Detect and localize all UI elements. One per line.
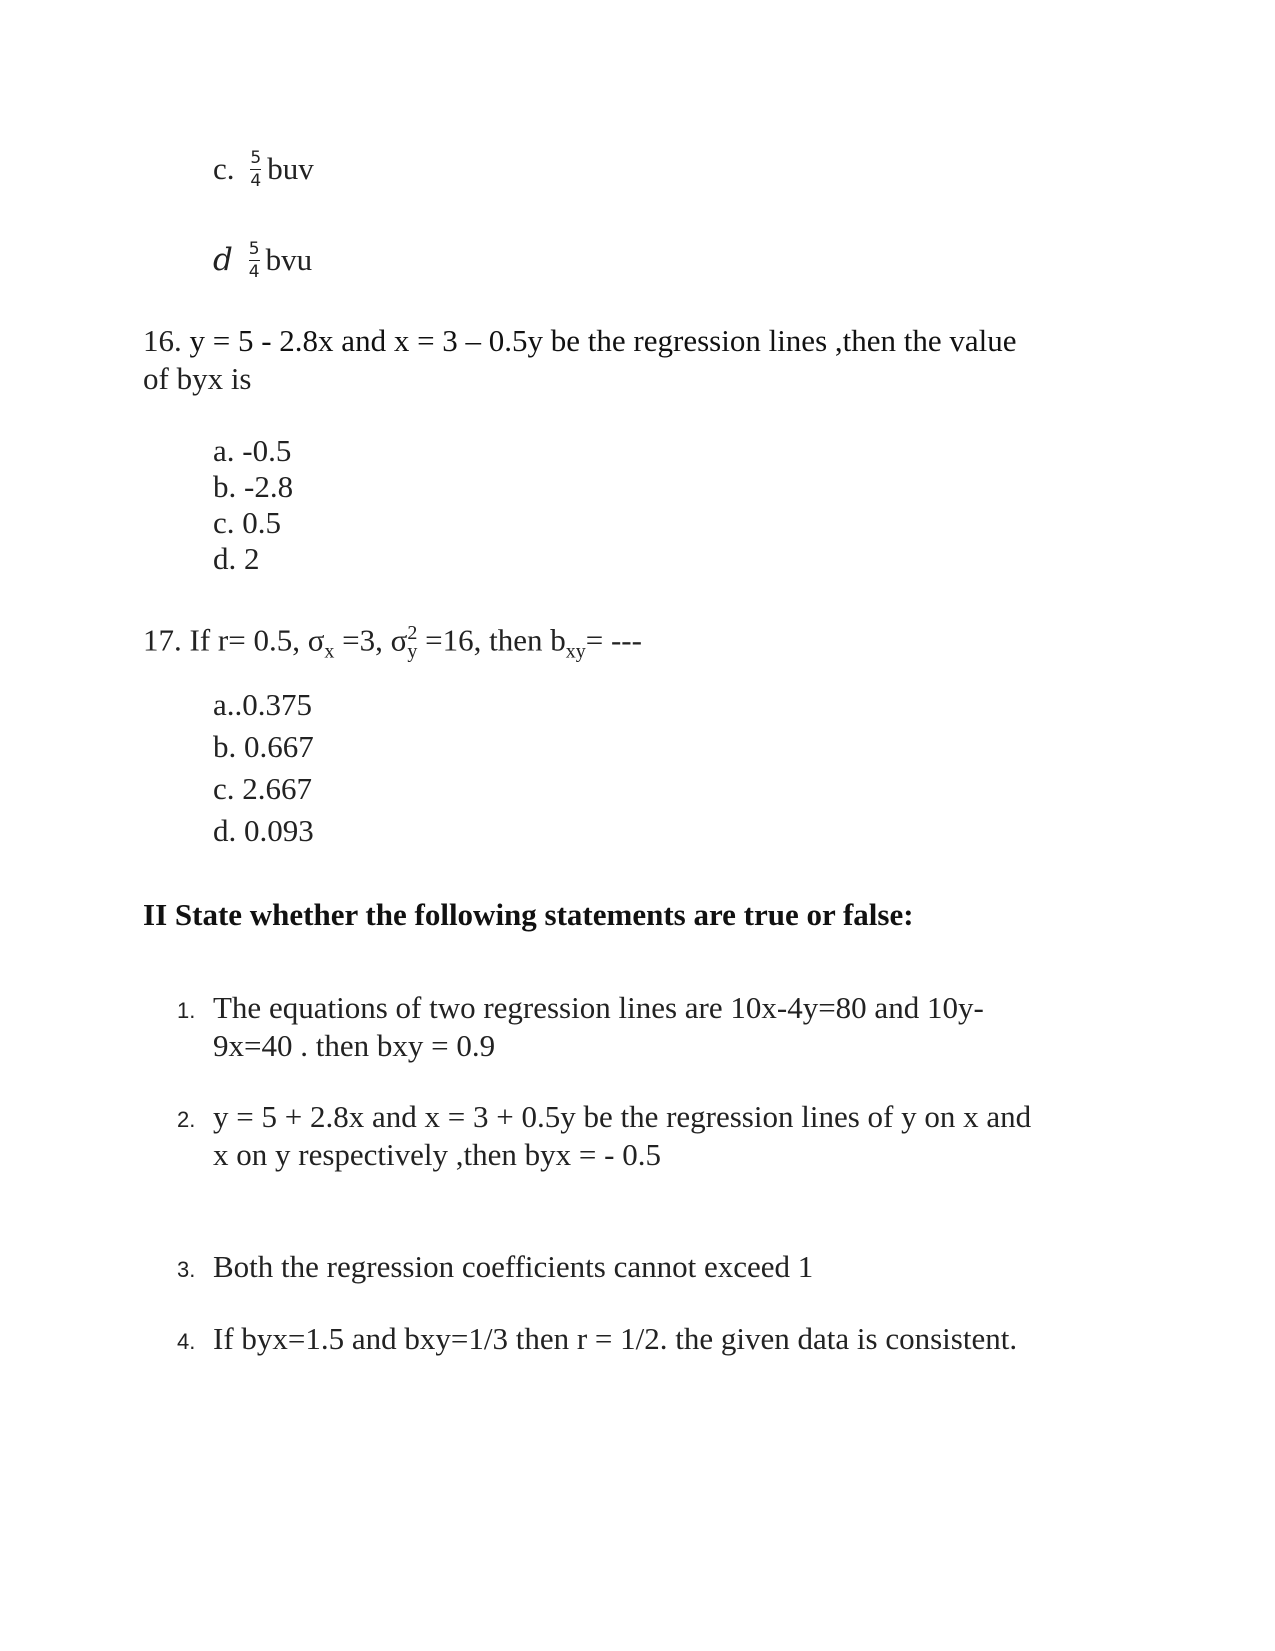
- fraction-bar: [249, 260, 260, 261]
- option-letter: c.: [213, 151, 235, 186]
- b-subscript-xy: xy: [565, 640, 586, 663]
- item-number: 1.: [177, 998, 196, 1023]
- item-text: y = 5 + 2.8x and x = 3 + 0.5y be the regression lines of y on x and: [213, 1099, 1032, 1134]
- q16-option-b: b. -2.8: [213, 469, 294, 504]
- tf-item-2-line1: [177, 1098, 1032, 1139]
- tf-item-1-line2: 9x=40 . then bxy = 0.9: [213, 1028, 496, 1063]
- q17-mid1: =3, σ: [334, 622, 408, 658]
- q17-option-b: b. 0.667: [213, 729, 314, 764]
- q17-prefix: 17. If r= 0.5, σ: [143, 622, 325, 658]
- item-number: 4.: [177, 1329, 196, 1354]
- q17-option-d: d. 0.093: [213, 813, 314, 848]
- q15-option-d: [213, 241, 312, 283]
- fraction-denominator: 4: [250, 171, 262, 192]
- q16-question-line1: [143, 322, 1017, 360]
- q16-option-d: d. 2: [213, 541, 260, 576]
- question-number: 16.: [143, 323, 182, 358]
- q17-option-c: c. 2.667: [213, 771, 313, 806]
- tf-item-2-line2: x on y respectively ,then byx = - 0.5: [213, 1137, 661, 1172]
- sigma-subscript-x: x: [324, 640, 335, 663]
- fraction-numerator: 5: [250, 148, 262, 169]
- sigma-subscript-y: y: [407, 640, 418, 663]
- item-number: 3.: [177, 1257, 196, 1282]
- fraction-numerator: 5: [248, 239, 260, 260]
- q17-question: [143, 614, 642, 671]
- option-text: bvu: [265, 242, 313, 277]
- tf-item-1-line1: [177, 989, 984, 1030]
- q15-option-c: [213, 150, 314, 192]
- q16-option-c: c. 0.5: [213, 505, 282, 540]
- fraction-bar: [250, 169, 261, 170]
- item-text: Both the regression coefficients cannot exceed 1: [213, 1249, 814, 1284]
- section-heading: II State whether the following statements are true or false:: [143, 897, 914, 932]
- q16-question-line2: of byx is: [143, 361, 252, 396]
- fraction-denominator: 4: [248, 262, 260, 283]
- option-letter: d: [213, 242, 233, 278]
- tf-item-3: [177, 1248, 814, 1289]
- q17-suffix: = ---: [585, 622, 642, 658]
- q17-mid2: =16, then b: [417, 622, 566, 658]
- question-text: y = 5 - 2.8x and x = 3 – 0.5y be the regression lines ,then the value: [189, 323, 1017, 358]
- item-text: If byx=1.5 and bxy=1/3 then r = 1/2. the given data is consistent.: [213, 1321, 1018, 1356]
- fraction: [250, 149, 261, 190]
- superscript-2: 2: [407, 622, 418, 644]
- option-text: buv: [267, 151, 314, 186]
- fraction: [249, 240, 260, 281]
- q17-option-a: a..0.375: [213, 687, 313, 722]
- tf-item-4: [177, 1320, 1018, 1361]
- q16-option-a: a. -0.5: [213, 433, 292, 468]
- item-number: 2.: [177, 1107, 196, 1132]
- item-text: The equations of two regression lines are 10x-4y=80 and 10y-: [213, 990, 984, 1025]
